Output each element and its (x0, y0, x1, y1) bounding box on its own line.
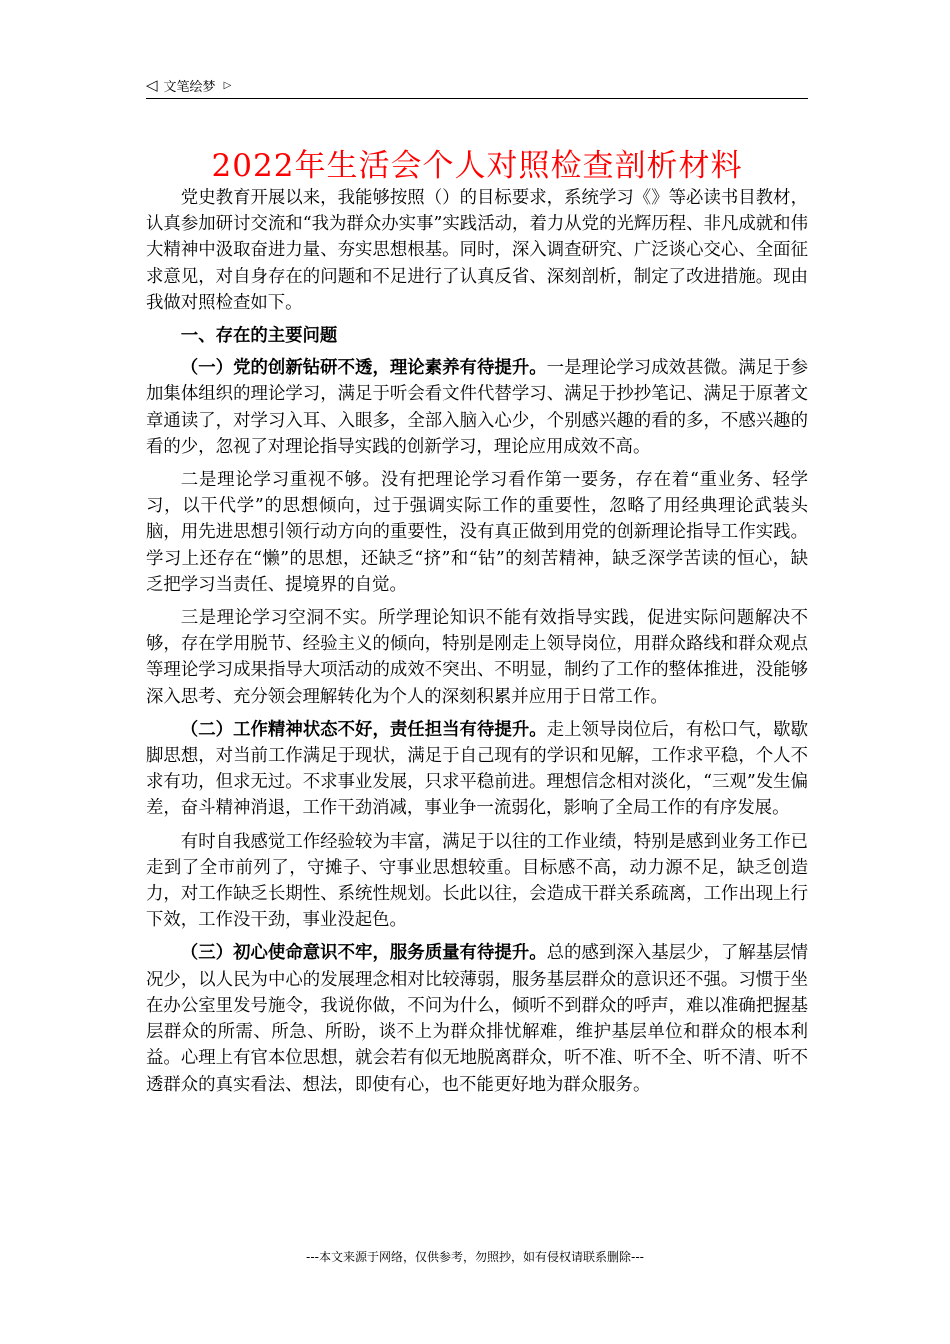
paragraph-6 (146, 940, 808, 1097)
brand-label: 文笔绘梦 (163, 79, 216, 95)
intro-paragraph: 党史教育开展以来，我能够按照（）的目标要求，系统学习《》等必读书目教材，认真参加研讨交流和“我为群众办实事”实践活动，着力从党的光辉历程、非凡成就和伟大精神中汲取奋进力量、夯实思想根基。同时，深入调查研究、广泛谈心交心、全面征求意见，对自身存在的问题和不足进行了认真反省、深刻剖析，制定了改进措施。现由我做对照检查如下。 (146, 188, 808, 313)
paragraph-3: 三是理论学习空洞不实。所学理论知识不能有效指导实践，促进实际问题解决不够，存在学用脱节、经验主义的倾向，特别是刚走上领导岗位，用群众路线和群众观点等理论学习成果指导大项活动的成效不突出、不明显，制约了工作的整体推进，没能够深入思考、充分领会理解转化为个人的深刻积累并应用于日常工作。 (146, 608, 808, 707)
subheading-1: （一）党的创新钻研不透，理论素养有待提升。 (180, 358, 547, 379)
paragraph-1-text: 一是理论学习成效甚微。满足于参加集体组织的理论学习，满足于听会看文件代替学习、满足于抄抄笔记、满足于原著文章通读了，对学习入耳、入眼多，全部入脑入心少，个别感兴趣的看的多，不感兴趣的看的少，忽视了对理论指导实践的创新学习，理论应用成效不高。 (146, 358, 808, 457)
paragraph-2: 二是理论学习重视不够。没有把理论学习看作第一要务，存在着“重业务、轻学习，以干代学”的思想倾向，过于强调实际工作的重要性，忽略了用经典理论武装头脑，用先进思想引领行动方向的重要性，没有真正做到用党的创新理论指导工作实践。学习上还存在“懒”的思想，还缺乏“挤”和“钻”的刻苦精神，缺乏深学苦读的恒心，缺乏把学习当责任、提境界的自觉。 (146, 470, 808, 595)
document-body (146, 185, 808, 1105)
page-header (146, 72, 808, 99)
paragraph-4-text: 走上领导岗位后，有松口气，歇歇脚思想，对当前工作满足于现状，满足于自己现有的学识和见解，工作求平稳，个人不求有功，但求无过。不求事业发展，只求平稳前进。理想信念相对淡化，“三观”发生偏差，奋斗精神消退，工作干劲消减，事业争一流弱化，影响了全局工作的有序发展。 (146, 719, 808, 819)
paragraph-1 (146, 355, 808, 460)
paragraph-5: 有时自我感觉工作经验较为丰富，满足于以往的工作业绩，特别是感到业务工作已走到了全市前列了，守摊子、守事业思想较重。目标感不高，动力源不足，缺乏创造力，对工作缺乏长期性、系统性规划。长此以往，会造成干群关系疏离，工作出现上行下效，工作没干劲，事业没起色。 (146, 831, 808, 931)
subheading-2: （二）工作精神状态不好，责任担当有待提升。 (180, 719, 547, 740)
footer-disclaimer: ---本文来源于网络，仅供参考，勿照抄，如有侵权请联系删除--- (306, 1250, 644, 1264)
subheading-3: （三）初心使命意识不牢，服务质量有待提升。 (180, 943, 547, 964)
triangle-right-icon: ▷ (223, 79, 232, 91)
triangle-left-icon: ◁ (146, 76, 158, 94)
paragraph-6-text: 总的感到深入基层少，了解基层情况少，以人民为中心的发展理念相对比较薄弱，服务基层群众的意识还不强。习惯于坐在办公室里发号施令，我说你做，不问为什么，倾听不到群众的呼声，难以准确把握基层群众的所需、所急、所盼，谈不上为群众排忧解难，维护基层单位和群众的根本利益。心理上有官本位思想，就会若有似无地脱离群众，听不准、听不全、听不清、听不透群众的真实看法、想法，即使有心，也不能更好地为群众服务。 (146, 943, 808, 1095)
section-heading: 一、存在的主要问题 (180, 326, 338, 347)
document-title: 2022年生活会个人对照检查剖析材料 (211, 148, 743, 184)
paragraph-4 (146, 717, 808, 822)
